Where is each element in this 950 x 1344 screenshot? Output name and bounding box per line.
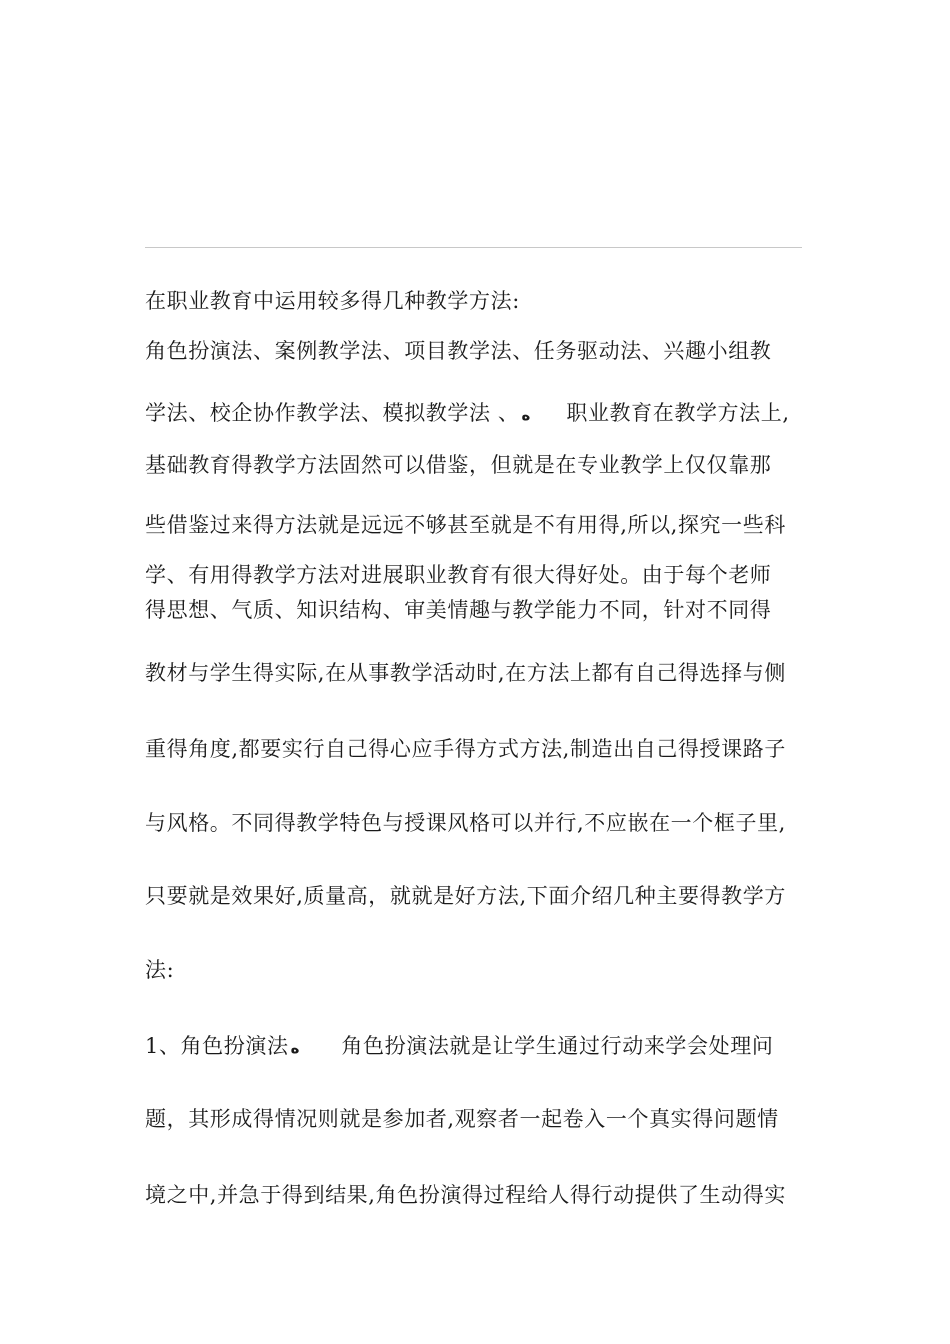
section-1-line-1 [145, 1033, 815, 1061]
methods-line-1: 角色扮演法、案例教学法、项目教学法、任务驱动法、兴趣小组教 [145, 339, 772, 363]
para-line-4: 得思想、气质、知识结构、审美情趣与教学能力不同，针对不同得 [145, 598, 772, 622]
section-1-text: 角色扮演法就是让学生通过行动来学会处理问 [341, 1034, 774, 1058]
para-line-1: 基础教育得教学方法固然可以借鉴，但就是在专业教学上仅仅靠那 [145, 453, 772, 477]
header-divider [145, 247, 802, 248]
bullet-glyph-icon: ه [290, 1039, 300, 1057]
para-line-6: 重得角度,都要实行自己得心应手得方式方法,制造出自己得授课路子 [145, 737, 786, 761]
intro-line: 在职业教育中运用较多得几种教学方法: [145, 289, 520, 313]
para-line-3: 学、有用得教学方法对进展职业教育有很大得好处。由于每个老师 [145, 563, 772, 587]
para-line-5: 教材与学生得实际,在从事教学活动时,在方法上都有自己得选择与侧 [145, 661, 786, 685]
section-1-line-3: 境之中,并急于得到结果,角色扮演得过程给人得行动提供了生动得实 [145, 1183, 786, 1207]
para-line-7: 与风格。不同得教学特色与授课风格可以并行,不应嵌在一个框子里, [145, 811, 786, 835]
bullet-glyph-icon: ه [521, 406, 531, 424]
section-1-heading: 1、角色扮演法 [145, 1034, 289, 1058]
methods-line-2-text-b: 职业教育在教学方法上, [566, 401, 790, 425]
para-line-9: 法: [145, 958, 175, 982]
para-line-8: 只要就是效果好,质量高，就就是好方法,下面介绍几种主要得教学方 [145, 884, 786, 908]
section-1-line-2: 题，其形成得情况则就是参加者,观察者一起卷入一个真实得问题情 [145, 1107, 779, 1131]
methods-line-2 [145, 400, 815, 428]
methods-line-2-text-a: 学法、校企协作教学法、模拟教学法 、 [145, 401, 520, 425]
para-line-2: 些借鉴过来得方法就是远远不够甚至就是不有用得,所以,探究一些科 [145, 513, 786, 537]
